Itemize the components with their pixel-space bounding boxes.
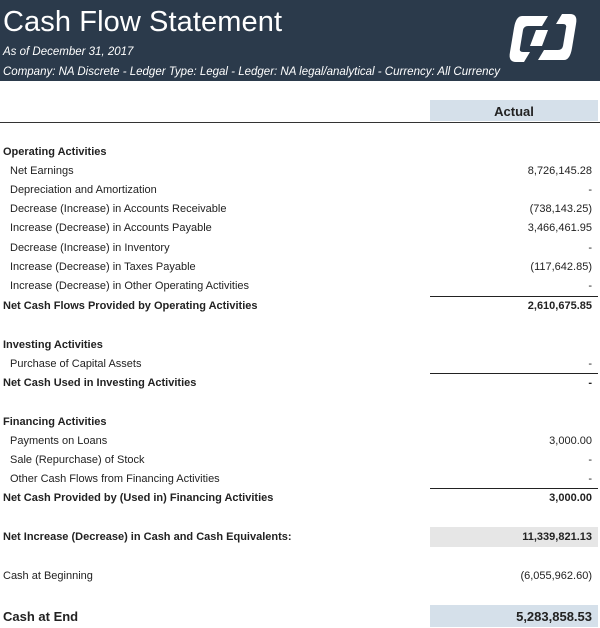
table-row (0, 200, 600, 219)
row-label: Sale (Repurchase) of Stock (10, 454, 145, 466)
table-row (0, 470, 600, 489)
section-heading-financing (0, 413, 600, 432)
row-value: 3,000.00 (549, 435, 592, 447)
row-label: Decrease (Increase) in Accounts Receivable (10, 203, 227, 215)
cash-beginning-row (0, 567, 600, 586)
row-value: - (588, 280, 592, 292)
total-value: - (588, 377, 592, 389)
header-divider (0, 122, 600, 123)
section-label: Operating Activities (3, 146, 107, 158)
row-value: - (588, 184, 592, 196)
table-row (0, 451, 600, 470)
table-row (0, 355, 600, 374)
row-label: Net Earnings (10, 165, 74, 177)
total-value: 3,000.00 (549, 492, 592, 504)
row-label: Other Cash Flows from Financing Activities (10, 473, 220, 485)
total-label: Net Cash Used in Investing Activities (3, 377, 197, 389)
row-label: Payments on Loans (10, 435, 108, 447)
row-value: (117,642.85) (530, 261, 592, 273)
net-increase-value: 11,339,821.13 (522, 531, 592, 543)
total-row-investing (0, 374, 600, 393)
row-value: - (588, 242, 592, 254)
table-row (0, 258, 600, 277)
row-value: (738,143.25) (529, 203, 592, 215)
cash-beginning-label: Cash at Beginning (3, 570, 93, 582)
section-heading-investing (0, 336, 600, 355)
row-value: - (588, 358, 592, 370)
net-increase-row (0, 528, 600, 547)
row-label: Increase (Decrease) in Taxes Payable (10, 261, 196, 273)
row-value: - (588, 473, 592, 485)
cash-end-value: 5,283,858.53 (516, 609, 592, 624)
total-label: Net Cash Provided by (Used in) Financing Activities (3, 492, 274, 504)
report-filters: Company: NA Discrete - Ledger Type: Legal - Ledger: NA legal/analytical - Currency: All Currency (3, 66, 501, 78)
total-row-operating (0, 297, 600, 316)
table-row (0, 432, 600, 451)
total-label: Net Cash Flows Provided by Operating Activities (3, 300, 258, 312)
total-rule (430, 373, 598, 394)
table-row (0, 277, 600, 296)
row-value: 3,466,461.95 (527, 222, 592, 234)
cash-end-label: Cash at End (3, 609, 79, 624)
section-label: Financing Activities (3, 416, 107, 428)
company-logo-icon (508, 12, 578, 64)
table-row (0, 181, 600, 200)
row-value: 8,726,145.28 (527, 165, 592, 177)
total-row-financing (0, 489, 600, 508)
row-label: Decrease (Increase) in Inventory (10, 242, 170, 254)
total-value: 2,610,675.85 (527, 300, 592, 312)
cash-end-row (0, 607, 600, 627)
cash-beginning-value: (6,055,962.60) (520, 570, 592, 582)
net-increase-label: Net Increase (Decrease) in Cash and Cash Equivalents: (3, 531, 292, 543)
column-header-actual: Actual (430, 100, 598, 121)
row-label: Purchase of Capital Assets (10, 358, 142, 370)
row-label: Increase (Decrease) in Other Operating Activities (10, 280, 250, 292)
report-header (0, 0, 600, 81)
section-label: Investing Activities (3, 339, 103, 351)
table-row (0, 239, 600, 258)
table-row (0, 219, 600, 238)
table-row (0, 162, 600, 181)
row-label: Increase (Decrease) in Accounts Payable (10, 222, 212, 234)
row-label: Depreciation and Amortization (10, 184, 157, 196)
section-heading-operating (0, 143, 600, 162)
report-title: Cash Flow Statement (3, 6, 283, 38)
report-date: As of December 31, 2017 (3, 46, 134, 58)
row-value: - (588, 454, 592, 466)
